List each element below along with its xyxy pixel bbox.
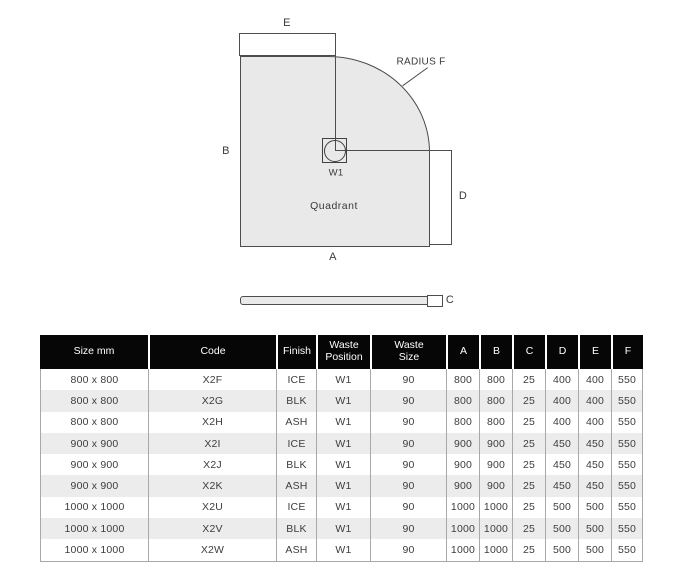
table-cell: 1000 x 1000 — [64, 501, 125, 514]
header-label: Waste Size — [394, 339, 424, 363]
table-cell: 90 — [370, 433, 446, 454]
label-c: C — [445, 294, 455, 306]
table-cell: 400 — [545, 412, 578, 433]
table-cell: 450 — [578, 433, 611, 454]
table-cell: X2I — [148, 433, 276, 454]
table-cell: 500 — [578, 497, 611, 518]
table-header-row — [40, 335, 643, 369]
table-cell: 900 — [446, 475, 479, 496]
table-cell: X2J — [148, 454, 276, 475]
header-label: Code — [200, 345, 226, 358]
label-w1: W1 — [328, 167, 344, 179]
table-cell: 800 — [479, 412, 512, 433]
table-cell: 900 — [479, 433, 512, 454]
side-profile-end-cap — [427, 295, 443, 307]
table-cell: 800 x 800 — [70, 416, 119, 429]
table-cell: 900 x 900 — [70, 437, 119, 450]
header-label: F — [624, 345, 632, 358]
table-cell: 25 — [512, 454, 545, 475]
table-cell: X2W — [148, 539, 276, 560]
header-cell-a — [446, 335, 479, 369]
table-cell: W1 — [316, 518, 370, 539]
table-cell: 550 — [611, 518, 642, 539]
table-cell: 900 — [479, 454, 512, 475]
table-cell: X2U — [148, 497, 276, 518]
table-cell: ASH — [276, 412, 316, 433]
table-cell: 25 — [512, 433, 545, 454]
table-cell: W1 — [316, 539, 370, 560]
table-cell: 1000 — [479, 539, 512, 560]
table-cell: 800 — [479, 390, 512, 411]
table-cell: 550 — [611, 539, 642, 560]
table-cell: X2H — [148, 412, 276, 433]
table-row — [41, 412, 642, 433]
label-radius-f: RADIUS F — [396, 56, 446, 68]
table-cell: 400 — [545, 369, 578, 390]
table-cell: 400 — [545, 390, 578, 411]
table-cell: BLK — [276, 518, 316, 539]
e-dimension-line — [335, 34, 336, 150]
header-cell-c — [512, 335, 545, 369]
table-cell: 450 — [545, 475, 578, 496]
table-cell: 900 x 900 — [70, 458, 119, 471]
table-cell: 90 — [370, 475, 446, 496]
table-cell: W1 — [316, 475, 370, 496]
header-cell-b — [479, 335, 512, 369]
table-cell: 500 — [578, 539, 611, 560]
header-cell-size-mm — [40, 335, 148, 369]
table-row — [41, 518, 642, 539]
table-cell: X2F — [148, 369, 276, 390]
header-cell-finish — [276, 335, 316, 369]
d-dimension-bracket — [429, 150, 452, 245]
table-cell: 1000 x 1000 — [64, 544, 125, 557]
table-cell: 450 — [578, 454, 611, 475]
table-cell: 25 — [512, 475, 545, 496]
d-dimension-line — [335, 150, 451, 151]
table-cell: 550 — [611, 454, 642, 475]
table-cell: 90 — [370, 390, 446, 411]
header-cell-e — [578, 335, 611, 369]
table-cell: 1000 x 1000 — [64, 522, 125, 535]
table-cell: 1000 — [446, 497, 479, 518]
e-dimension-bracket — [239, 33, 336, 56]
header-cell-code — [148, 335, 276, 369]
header-label: C — [525, 345, 534, 358]
label-d: D — [458, 190, 468, 202]
header-label: A — [459, 345, 467, 358]
table-cell: 90 — [370, 497, 446, 518]
table-cell: W1 — [316, 412, 370, 433]
side-profile-bar — [240, 296, 428, 305]
table-cell: 90 — [370, 539, 446, 560]
table-cell: 900 — [446, 454, 479, 475]
table-cell: 500 — [545, 539, 578, 560]
table-cell: 550 — [611, 475, 642, 496]
header-label: E — [591, 345, 599, 358]
table-cell: 550 — [611, 497, 642, 518]
table-cell: 25 — [512, 539, 545, 560]
spec-table — [40, 335, 643, 562]
table-cell: 550 — [611, 390, 642, 411]
table-cell: 25 — [512, 369, 545, 390]
table-cell: 450 — [545, 433, 578, 454]
table-cell: 550 — [611, 369, 642, 390]
table-cell: 450 — [545, 454, 578, 475]
table-cell: 90 — [370, 369, 446, 390]
table-cell: 800 x 800 — [70, 373, 119, 386]
table-cell: 900 — [446, 433, 479, 454]
table-cell: W1 — [316, 497, 370, 518]
table-cell: ASH — [276, 475, 316, 496]
table-cell: 400 — [578, 390, 611, 411]
table-row — [41, 497, 642, 518]
table-cell: W1 — [316, 433, 370, 454]
table-cell: 25 — [512, 390, 545, 411]
table-cell: 900 — [479, 475, 512, 496]
table-row — [41, 539, 642, 560]
table-cell: W1 — [316, 369, 370, 390]
label-e: E — [283, 17, 291, 29]
table-cell: 400 — [578, 369, 611, 390]
header-label: D — [558, 345, 567, 358]
table-row — [41, 433, 642, 454]
table-cell: 90 — [370, 454, 446, 475]
radius-pointer-line — [402, 67, 428, 86]
header-label: Size mm — [73, 345, 115, 358]
table-cell: X2K — [148, 475, 276, 496]
table-cell: 25 — [512, 412, 545, 433]
header-cell-waste-position — [316, 335, 370, 369]
table-row — [41, 369, 642, 390]
table-cell: ICE — [276, 497, 316, 518]
table-cell: ICE — [276, 433, 316, 454]
table-cell: 400 — [578, 412, 611, 433]
table-cell: ICE — [276, 369, 316, 390]
table-cell: BLK — [276, 390, 316, 411]
table-cell: X2G — [148, 390, 276, 411]
table-body — [40, 369, 643, 562]
table-cell: 1000 — [479, 497, 512, 518]
table-cell: 90 — [370, 412, 446, 433]
label-b: B — [222, 145, 230, 157]
header-label: B — [492, 345, 500, 358]
table-row — [41, 390, 642, 411]
table-cell: 25 — [512, 518, 545, 539]
header-cell-f — [611, 335, 643, 369]
table-cell: X2V — [148, 518, 276, 539]
table-cell: 500 — [545, 518, 578, 539]
table-cell: 800 — [446, 369, 479, 390]
table-cell: 500 — [545, 497, 578, 518]
table-cell: 800 — [479, 369, 512, 390]
table-row — [41, 454, 642, 475]
table-cell: 1000 — [479, 518, 512, 539]
header-cell-waste-size — [370, 335, 446, 369]
header-cell-d — [545, 335, 578, 369]
table-cell: BLK — [276, 454, 316, 475]
table-cell: W1 — [316, 454, 370, 475]
table-cell: W1 — [316, 390, 370, 411]
table-cell: 450 — [578, 475, 611, 496]
header-label: Finish — [282, 345, 311, 358]
label-a: A — [329, 251, 337, 263]
table-cell: 550 — [611, 412, 642, 433]
label-quadrant: Quadrant — [310, 200, 358, 212]
table-cell: 800 x 800 — [70, 394, 119, 407]
table-cell: 25 — [512, 497, 545, 518]
table-cell: 90 — [370, 518, 446, 539]
table-cell: 500 — [578, 518, 611, 539]
waste-symbol-circle — [324, 140, 346, 162]
table-cell: 550 — [611, 433, 642, 454]
table-cell: 1000 — [446, 518, 479, 539]
header-label: Waste Position — [325, 339, 363, 363]
table-cell: 1000 — [446, 539, 479, 560]
table-cell: 900 x 900 — [70, 480, 119, 493]
table-row — [41, 475, 642, 496]
table-cell: 800 — [446, 390, 479, 411]
table-cell: ASH — [276, 539, 316, 560]
table-cell: 800 — [446, 412, 479, 433]
